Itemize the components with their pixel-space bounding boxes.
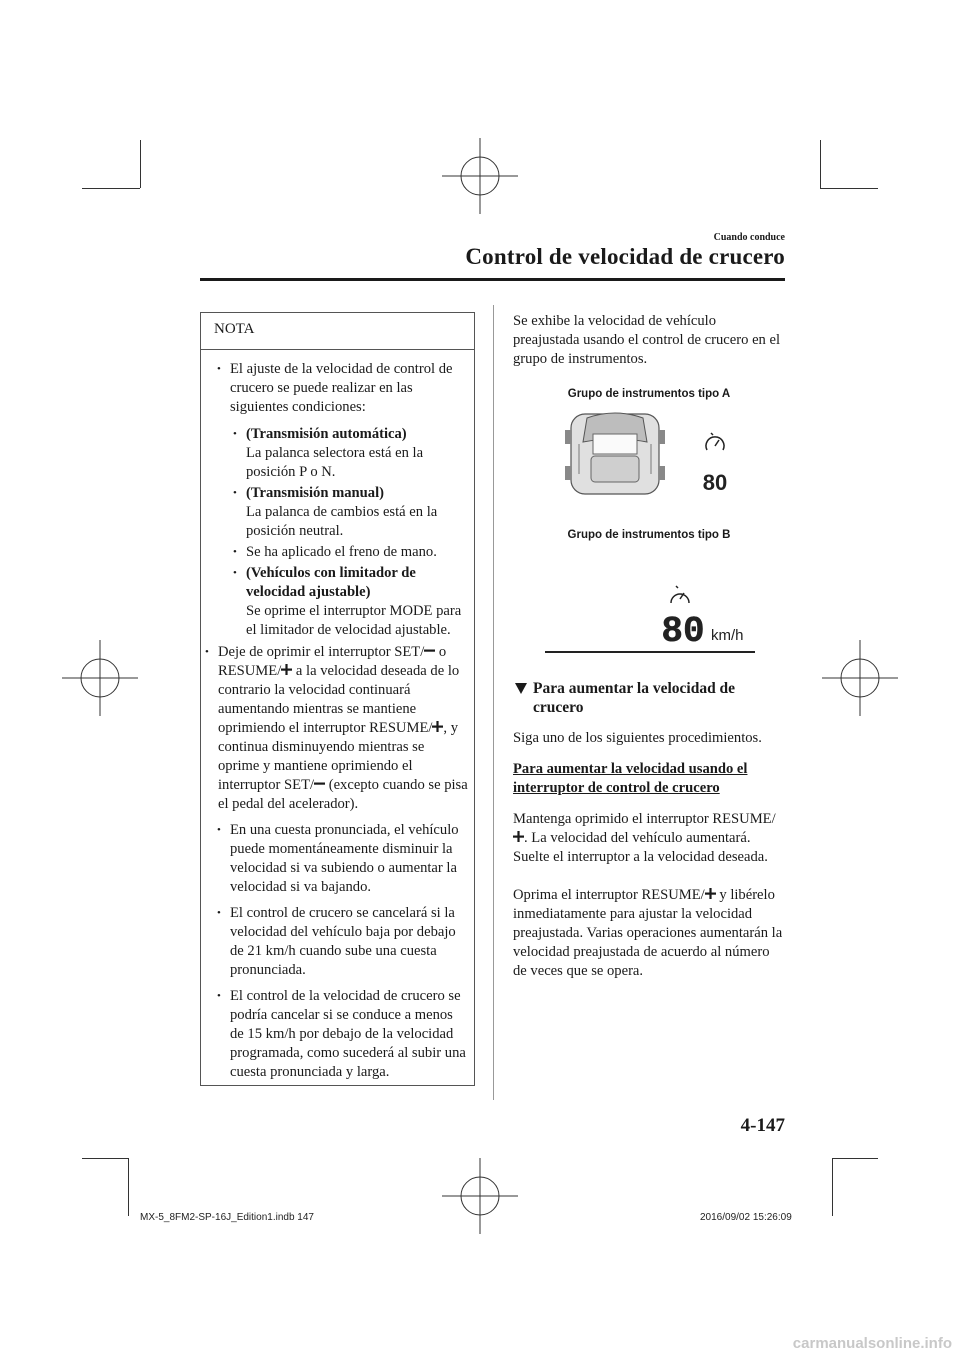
paragraph-text: Oprima el interruptor RESUME/: [513, 887, 705, 903]
nota-bullet: [202, 643, 468, 814]
bullet-text: (excepto cuando se pisa el pedal del acelerador).: [218, 777, 468, 812]
condition-item: [230, 564, 468, 640]
page-title: Control de velocidad de crucero: [465, 244, 785, 269]
condition-text: Se ha aplicado el freno de mano.: [246, 544, 437, 560]
nota-heading: NOTA: [201, 313, 474, 350]
crop-mark: [832, 1158, 833, 1216]
minus-icon: [314, 778, 325, 789]
paragraph-text: y libérelo inmediatamente para ajustar la velocidad preajustada. Varias operaciones aumentarán la velocidad preajustada de acuerdo al número de veces que se opera.: [513, 887, 783, 979]
speedometer-icon: [706, 433, 724, 450]
crop-mark: [820, 140, 821, 188]
plus-icon: [513, 831, 524, 842]
condition-item: [230, 543, 468, 562]
crop-mark: [820, 188, 878, 189]
condition-title: (Vehículos con limitador de velocidad ajustable): [246, 565, 416, 600]
plus-icon: [281, 664, 292, 675]
paragraph-text: Mantenga oprimido el interruptor RESUME/: [513, 811, 776, 827]
section-label: Cuando conduce: [713, 232, 785, 243]
condition-text: La palanca de cambios está en la posición neutral.: [246, 504, 438, 539]
crop-mark: [128, 1158, 129, 1216]
crop-mark: [82, 1158, 128, 1159]
nota-bullet: • El control de la velocidad de crucero se podría cancelar si se conduce a menos de 15 km/h por debajo de la velocidad programada, como sucederá al subir una cuesta pronunciada y larga.: [214, 987, 468, 1082]
paragraph-2: [513, 886, 785, 981]
condition-item: [230, 484, 468, 541]
right-column: [513, 312, 785, 981]
registration-mark-right: [822, 640, 898, 716]
bullet-text: Deje de oprimir el interruptor SET/: [218, 644, 425, 660]
condition-title: (Transmisión automática): [246, 426, 407, 442]
cluster-b-unit: km/h: [711, 627, 744, 644]
crop-mark: [832, 1158, 878, 1159]
nota-body: [201, 350, 474, 1082]
paragraph-1: [513, 810, 785, 867]
registration-mark-bottom: [442, 1158, 518, 1234]
lead-paragraph: Siga uno de los siguientes procedimientos.: [513, 730, 762, 746]
figure-a-cluster: [513, 404, 785, 514]
bullet-text: a la velocidad deseada de lo contrario la velocidad continuará aumentando mientras se mantiene oprimiendo el interruptor RESUME/: [218, 663, 460, 736]
speedometer-icon: [671, 586, 689, 603]
condition-title: (Transmisión manual): [246, 485, 384, 501]
registration-mark-left: [62, 640, 138, 716]
nota-bullet: • En una cuesta pronunciada, el vehículo puede momentáneamente disminuir la velocidad si va subiendo o aumentar la velocidad si va bajando.: [214, 821, 468, 897]
plus-icon: [705, 888, 716, 899]
minus-icon: [424, 645, 435, 656]
cluster-b-speed: 80: [661, 611, 705, 652]
car-top-view-icon: [565, 413, 665, 494]
condition-item: [230, 425, 468, 482]
column-divider: [493, 305, 494, 1100]
subheading: Para aumentar la velocidad usando el interruptor de control de crucero: [513, 761, 748, 796]
condition-text: Se oprime el interruptor MODE para el limitador de velocidad ajustable.: [246, 603, 462, 638]
figure-b-caption: Grupo de instrumentos tipo B: [567, 529, 731, 541]
nota-box: [200, 312, 475, 1086]
crop-mark: [140, 140, 141, 188]
intro-paragraph: Se exhibe la velocidad de vehículo preajustada usando el control de crucero en el grupo de instrumentos.: [513, 313, 781, 367]
section-heading-text: Para aumentar la velocidad de crucero: [533, 680, 736, 716]
paragraph-text: . La velocidad del vehículo aumentará. Suelte el interruptor a la velocidad deseada.: [513, 830, 768, 865]
conditions-list: [214, 425, 468, 640]
figure-a-caption: Grupo de instrumentos tipo A: [567, 388, 731, 400]
registration-mark-top: [442, 138, 518, 214]
nota-bullet: • El control de crucero se cancelará si la velocidad del vehículo baja por debajo de 21 km/h cuando sube una cuesta pronunciada.: [214, 904, 468, 980]
figure-b-cluster: [513, 545, 785, 655]
page-number: 4-147: [740, 1115, 785, 1136]
footer-file: MX-5_8FM2-SP-16J_Edition1.indb 147: [140, 1212, 314, 1223]
crop-mark: [82, 188, 140, 189]
triangle-icon: [515, 683, 527, 694]
title-rule: [200, 278, 785, 281]
nota-intro: El ajuste de la velocidad de control de crucero se puede realizar en las siguientes condiciones:: [230, 361, 453, 415]
plus-icon: [432, 721, 443, 732]
condition-text: La palanca selectora está en la posición P o N.: [246, 445, 424, 480]
cluster-a-speed: 80: [702, 470, 728, 495]
footer-date: 2016/09/02 15:26:09: [700, 1212, 792, 1223]
nota-bullet: [214, 360, 468, 640]
section-heading: [513, 679, 785, 717]
watermark: carmanualsonline.info: [792, 1335, 952, 1352]
bullet-text: o RESUME/: [218, 644, 447, 679]
bullet-text: , y continua disminuyendo mientras se oprime y mantiene oprimiendo el interruptor SET/: [218, 720, 459, 793]
